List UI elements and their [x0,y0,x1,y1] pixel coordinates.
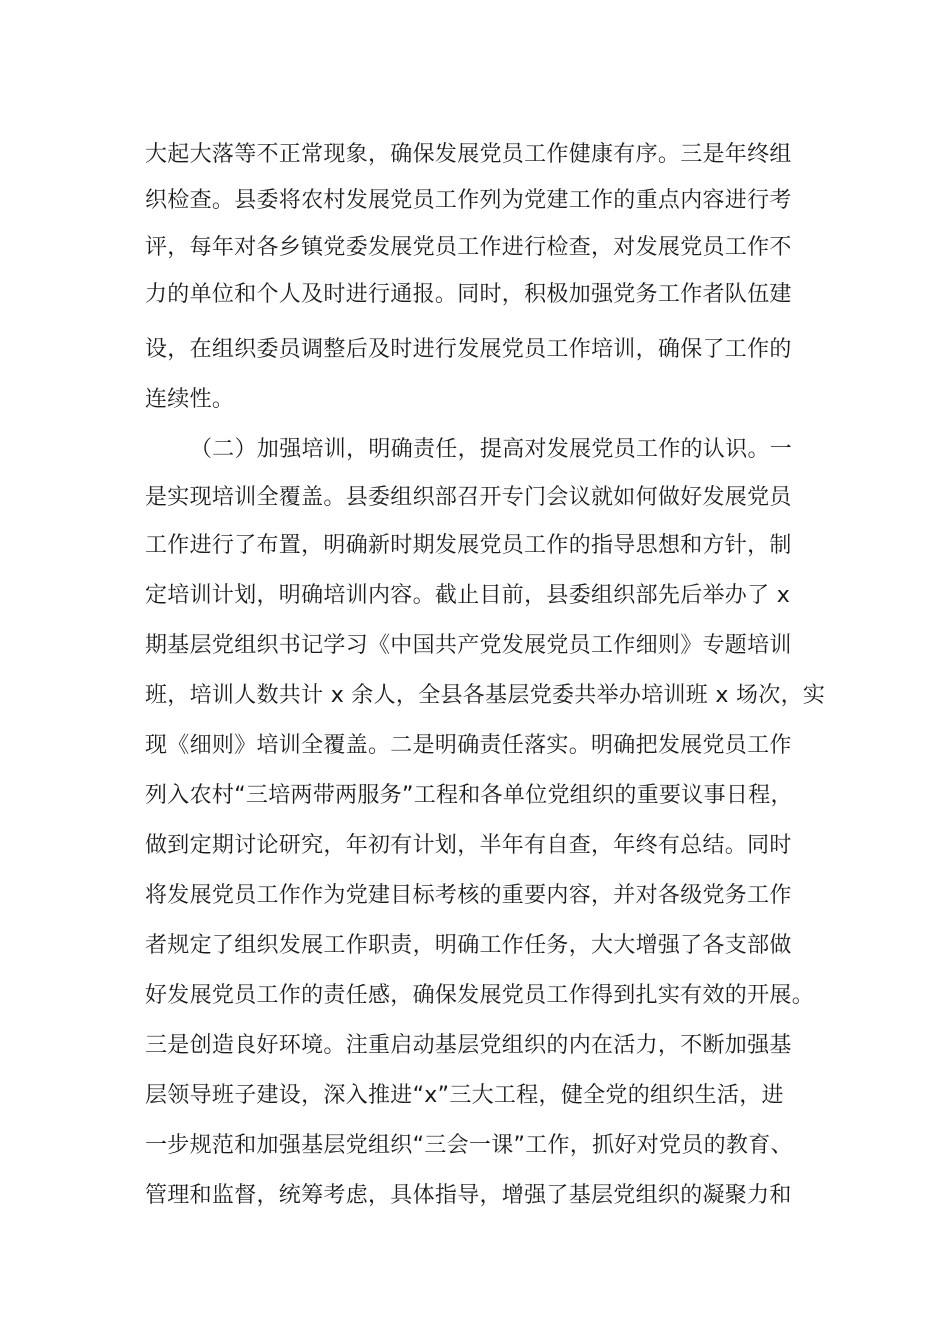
text-line: 三是创造良好环境。注重启动基层党组织的内在活力，不断加强基 [145,1033,792,1058]
text-line: 管理和监督，统筹考虑，具体指导，增强了基层党组织的凝聚力和 [145,1183,792,1208]
text-line: 现《细则》培训全覆盖。二是明确责任落实。明确把发展党员工作 [145,733,792,758]
text-line: 设，在组织委员调整后及时进行发展党员工作培训，确保了工作的 [145,337,792,362]
text-line: 班，培训人数共计 x 余人，全县各基层党委共举办培训班 x 场次，实 [145,683,826,708]
text-line: 连续性。 [145,387,235,412]
text-line: 好发展党员工作的责任感，确保发展党员工作得到扎实有效的开展。 [145,983,815,1008]
text-line: 定培训计划，明确培训内容。截止目前，县委组织部先后举办了 x [145,583,791,608]
section-heading-line: （二）加强培训，明确责任，提高对发展党员工作的认识。一 [190,437,793,462]
text-line: 者规定了组织发展工作职责，明确工作任务，大大增强了各支部做 [145,933,792,958]
text-line: 做到定期讨论研究，年初有计划，半年有自查，年终有总结。同时 [145,833,792,858]
text-line: 大起大落等不正常现象，确保发展党员工作健康有序。三是年终组 [145,142,792,167]
text-line: 层领导班子建设，深入推进“x”三大工程，健全党的组织生活，进 [145,1083,784,1108]
text-line: 评，每年对各乡镇党委发展党员工作进行检查，对发展党员工作不 [145,235,792,260]
text-line: 是实现培训全覆盖。县委组织部召开专门会议就如何做好发展党员 [145,485,792,510]
text-line: 期基层党组织书记学习《中国共产党发展党员工作细则》专题培训 [145,633,792,658]
text-line: 列入农村“三培两带两服务”工程和各单位党组织的重要议事日程， [145,783,793,808]
text-line: 织检查。县委将农村发展党员工作列为党建工作的重点内容进行考 [145,188,792,213]
text-line: 一步规范和加强基层党组织“三会一课”工作，抓好对党员的教育、 [145,1133,793,1158]
text-line: 工作进行了布置，明确新时期发展党员工作的指导思想和方针，制 [145,533,792,558]
text-line: 将发展党员工作作为党建目标考核的重要内容，并对各级党务工作 [145,883,792,908]
text-line: 力的单位和个人及时进行通报。同时，积极加强党务工作者队伍建 [145,282,792,307]
